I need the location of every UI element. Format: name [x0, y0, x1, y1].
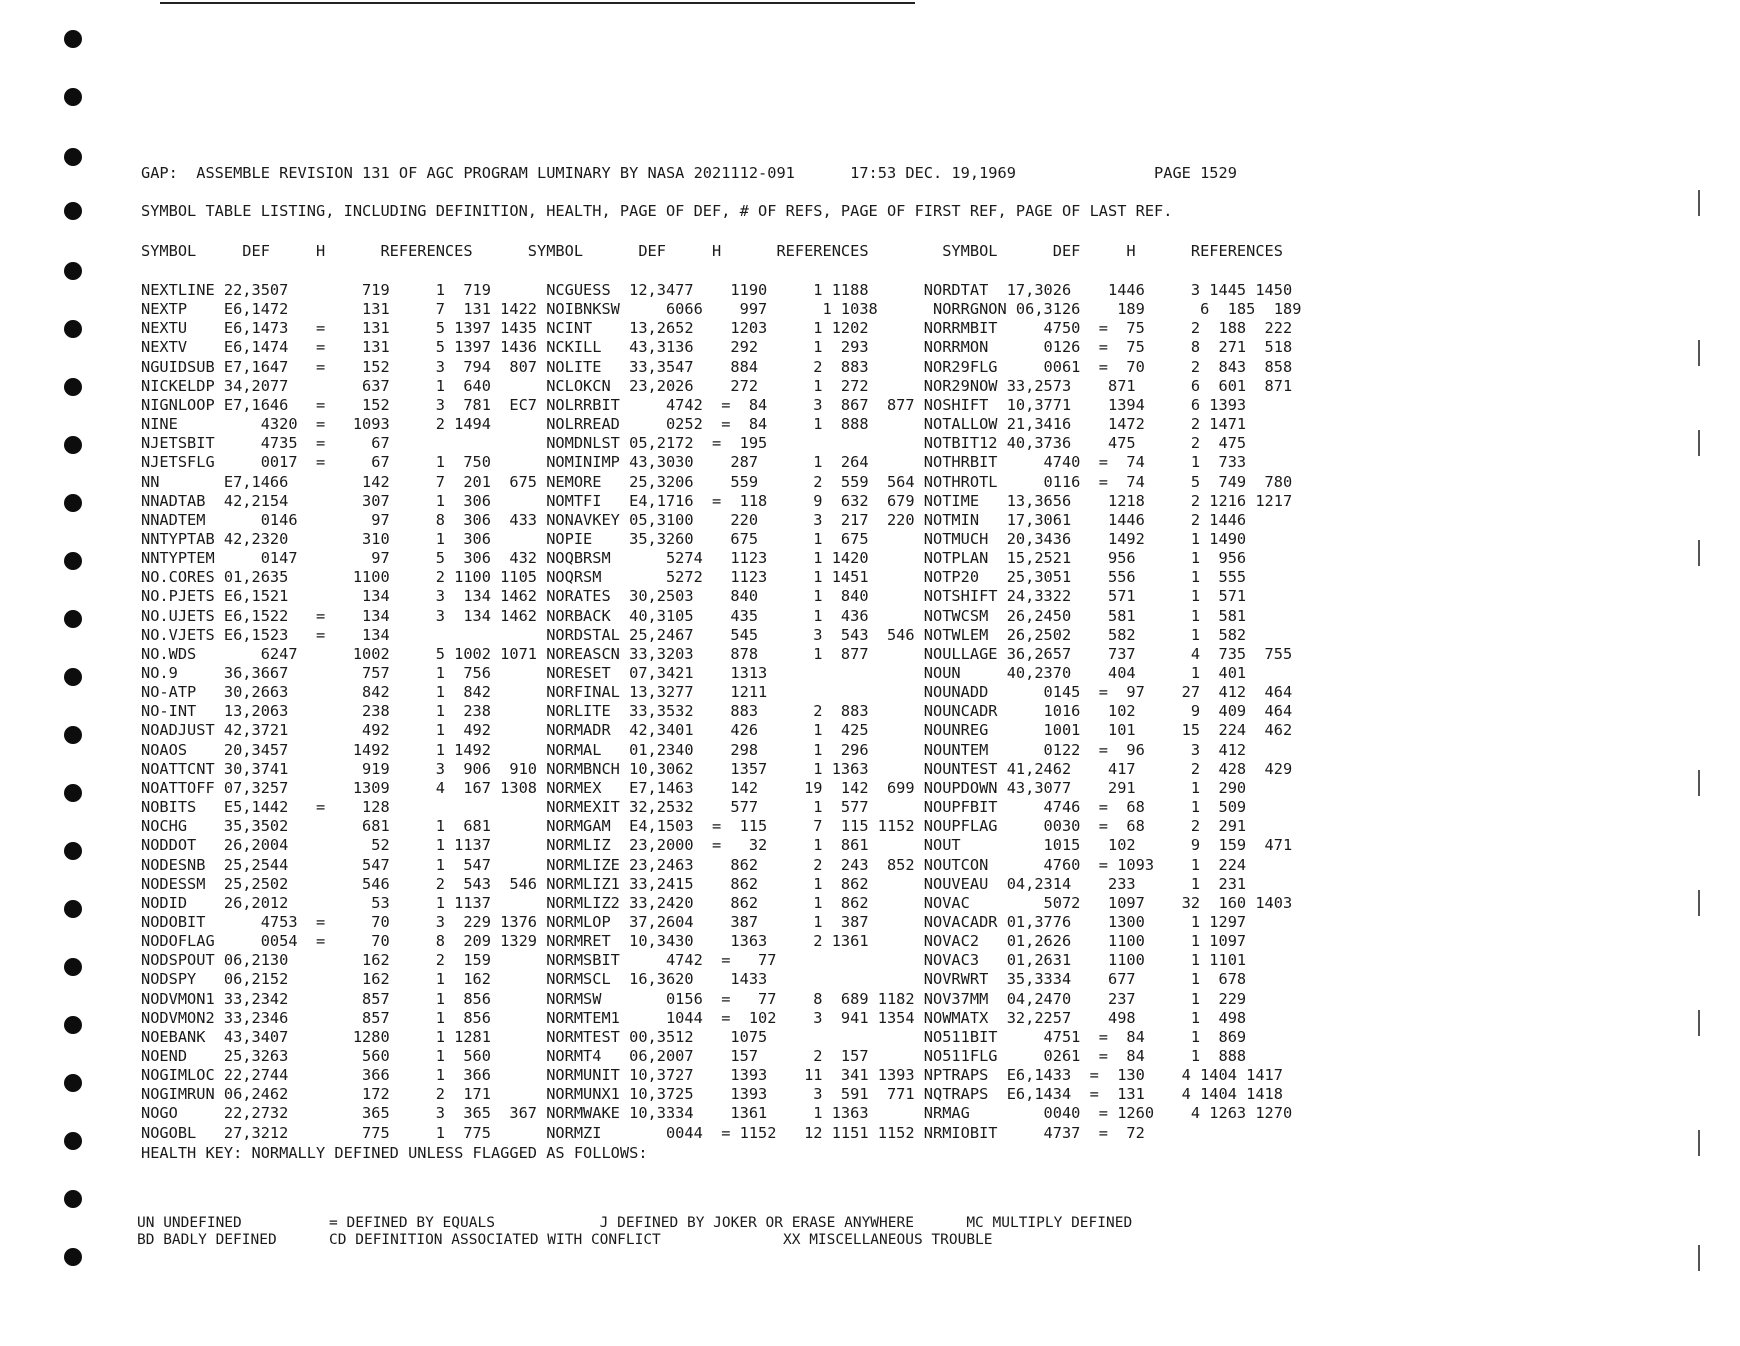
table-row: NO-ATP 30,2663 842 1 842 NORFINAL 13,3277 1211 NOUNADD 0145 = 97 27 412 464 [141, 683, 1293, 702]
table-row: NOBITS E5,1442 = 128 NORMEXIT 32,2532 577 1 577 NOUPFBIT 4746 = 68 1 509 [141, 798, 1247, 817]
punch-hole [64, 494, 82, 512]
scan-mark [1688, 1010, 1700, 1036]
table-row: NOGO 22,2732 365 3 365 367 NORMWAKE 10,3334 1361 1 1363 NRMAG 0040 = 1260 4 1263 1270 [141, 1104, 1293, 1123]
punch-hole [64, 88, 82, 106]
table-row: NODDOT 26,2004 52 1 1137 NORMLIZ 23,2000 = 32 1 861 NOUT 1015 102 9 159 471 [141, 836, 1293, 855]
punch-hole [64, 784, 82, 802]
table-row: NO.VJETS E6,1523 = 134 NORDSTAL 25,2467 545 3 543 546 NOTWLEM 26,2502 582 1 582 [141, 625, 1247, 644]
table-row: NOGIMLOC 22,2744 366 1 366 NORMUNIT 10,3727 1393 11 341 1393 NPTRAPS E6,1433 = 130 4 1404 1417 [141, 1066, 1283, 1085]
scan-mark [1688, 1130, 1700, 1156]
table-row: NIGNLOOP E7,1646 = 152 3 781 EC7 NOLRRBIT 4742 = 84 3 867 877 NOSHIFT 10,3771 1394 6 1393 [141, 395, 1247, 414]
punch-hole [64, 610, 82, 628]
punch-hole [64, 202, 82, 220]
table-row: NN E7,1466 142 7 201 675 NEMORE 25,3206 559 2 559 564 NOTHROTL 0116 = 74 5 749 780 [141, 472, 1293, 491]
table-row: NODSPY 06,2152 162 1 162 NORMSCL 16,3620 1433 NOVRWRT 35,3334 677 1 678 [141, 970, 1247, 989]
punch-hole [64, 1190, 82, 1208]
listing-subtitle: SYMBOL TABLE LISTING, INCLUDING DEFINITION, HEALTH, PAGE OF DEF, # OF REFS, PAGE OF FIRST REF, PAGE OF LAST REF. [141, 202, 1173, 220]
health-key-line: BD BADLY DEFINED CD DEFINITION ASSOCIATED WITH CONFLICT XX MISCELLANEOUS TROUBLE [137, 1232, 993, 1248]
table-row: NOEND 25,3263 560 1 560 NORMT4 06,2007 157 2 157 NO511FLG 0261 = 84 1 888 [141, 1047, 1247, 1065]
punch-hole [64, 900, 82, 918]
table-row: NO.CORES 01,2635 1100 2 1100 1105 NOQRSM 5272 1123 1 1451 NOTP20 25,3051 556 1 555 [141, 568, 1247, 587]
punch-hole [64, 148, 82, 166]
health-key-title: HEALTH KEY: NORMALLY DEFINED UNLESS FLAGGED AS FOLLOWS: [141, 1144, 648, 1162]
scan-mark [1688, 190, 1700, 216]
punch-hole [64, 1016, 82, 1034]
table-row: NOATTOFF 07,3257 1309 4 167 1308 NORMEX E7,1463 142 19 142 699 NOUPDOWN 43,3077 291 1 290 [141, 778, 1247, 797]
table-row: NODVMON1 33,2342 857 1 856 NORMSW 0156 = 77 8 689 1182 NOV37MM 04,2470 237 1 229 [141, 989, 1247, 1008]
scan-mark [1688, 890, 1700, 916]
punch-hole [64, 378, 82, 396]
table-row: NODSPOUT 06,2130 162 2 159 NORMSBIT 4742 = 77 NOVAC3 01,2631 1100 1 1101 [141, 951, 1247, 970]
table-row: NO.UJETS E6,1522 = 134 3 134 1462 NORBACK 40,3105 435 1 436 NOTWCSM 26,2450 581 1 581 [141, 606, 1247, 625]
table-row: NODESNB 25,2544 547 1 547 NORMLIZE 23,2463 862 2 243 852 NOUTCON 4760 = 1093 1 224 [141, 855, 1247, 874]
page-header: GAP: ASSEMBLE REVISION 131 OF AGC PROGRAM LUMINARY BY NASA 2021112-091 17:53 DEC. 19,1969 PAGE 1529 [141, 164, 1237, 182]
punch-hole [64, 320, 82, 338]
scan-mark [1688, 770, 1700, 796]
table-row: NNTYPTAB 42,2320 310 1 306 NOPIE 35,3260 675 1 675 NOTMUCH 20,3436 1492 1 1490 [141, 529, 1247, 548]
table-row: NNADTEM 0146 97 8 306 433 NONAVKEY 05,3100 220 3 217 220 NOTMIN 17,3061 1446 2 1446 [141, 510, 1247, 529]
punch-hole [64, 552, 82, 570]
punch-hole [64, 668, 82, 686]
top-rule [160, 2, 915, 4]
table-row: NODOBIT 4753 = 70 3 229 1376 NORMLOP 37,2604 387 1 387 NOVACADR 01,3776 1300 1 1297 [141, 912, 1247, 931]
health-key-line: UN UNDEFINED = DEFINED BY EQUALS J DEFINED BY JOKER OR ERASE ANYWHERE MC MULTIPLY DEFINED [137, 1215, 1133, 1231]
punch-hole [64, 726, 82, 744]
table-row: NGUIDSUB E7,1647 = 152 3 794 807 NOLITE 33,3547 884 2 883 NOR29FLG 0061 = 70 2 843 858 [141, 357, 1293, 376]
table-row: NNADTAB 42,2154 307 1 306 NOMTFI E4,1716 = 118 9 632 679 NOTIME 13,3656 1218 2 1216 1217 [141, 491, 1293, 510]
table-row: NO-INT 13,2063 238 1 238 NORLITE 33,3532 883 2 883 NOUNCADR 1016 102 9 409 464 [141, 702, 1293, 721]
table-row: NOGIMRUN 06,2462 172 2 171 NORMUNX1 10,3725 1393 3 591 771 NQTRAPS E6,1434 = 131 4 1404 1418 [141, 1085, 1283, 1104]
table-row: NEXTLINE 22,3507 719 1 719 NCGUESS 12,3477 1190 1 1188 NORDTAT 17,3026 1446 3 1445 1450 [141, 281, 1293, 299]
punch-hole [64, 958, 82, 976]
punch-hole [64, 842, 82, 860]
table-row: NODOFLAG 0054 = 70 8 209 1329 NORMRET 10,3430 1363 2 1361 NOVAC2 01,2626 1100 1 1097 [141, 932, 1247, 951]
table-row: NJETSBIT 4735 = 67 NOMDNLST 05,2172 = 195 NOTBIT12 40,3736 475 2 475 [141, 434, 1247, 453]
punch-hole [64, 30, 82, 48]
table-row: NOAOS 20,3457 1492 1 1492 NORMAL 01,2340 298 1 296 NOUNTEM 0122 = 96 3 412 [141, 740, 1247, 759]
punch-hole [64, 1248, 82, 1266]
table-row: NOCHG 35,3502 681 1 681 NORMGAM E4,1503 = 115 7 115 1152 NOUPFLAG 0030 = 68 2 291 [141, 817, 1247, 836]
punch-hole [64, 436, 82, 454]
table-row: NJETSFLG 0017 = 67 1 750 NOMINIMP 43,3030 287 1 264 NOTHRBIT 4740 = 74 1 733 [141, 453, 1247, 472]
table-row: NODVMON2 33,2346 857 1 856 NORMTEM1 1044 = 102 3 941 1354 NOWMATX 32,2257 498 1 498 [141, 1008, 1247, 1027]
table-row: NINE 4320 = 1093 2 1494 NOLRREAD 0252 = 84 1 888 NOTALLOW 21,3416 1472 2 1471 [141, 415, 1247, 434]
scan-mark [1688, 430, 1700, 456]
punch-hole [64, 1074, 82, 1092]
column-header: SYMBOL DEF H REFERENCES SYMBOL DEF H REFERENCES SYMBOL DEF H REFERENCES [141, 242, 1283, 260]
table-row: NO.9 36,3667 757 1 756 NORESET 07,3421 1313 NOUN 40,2370 404 1 401 [141, 664, 1247, 682]
table-row: NOEBANK 43,3407 1280 1 1281 NORMTEST 00,3512 1075 NO511BIT 4751 = 84 1 869 [141, 1027, 1247, 1046]
table-row: NEXTU E6,1473 = 131 5 1397 1435 NCINT 13,2652 1203 1 1202 NORRMBIT 4750 = 75 2 188 222 [141, 319, 1293, 338]
table-row: NO.WDS 6247 1002 5 1002 1071 NOREASCN 33,3203 878 1 877 NOULLAGE 36,2657 737 4 735 755 [141, 644, 1293, 663]
table-row: NEXTP E6,1472 131 7 131 1422 NOIBNKSW 6066 997 1 1038 NORRGNON 06,3126 189 6 185 189 [141, 300, 1302, 319]
table-row: NNTYPTEM 0147 97 5 306 432 NOQBRSM 5274 1123 1 1420 NOTPLAN 15,2521 956 1 956 [141, 549, 1247, 568]
table-row: NEXTV E6,1474 = 131 5 1397 1436 NCKILL 43,3136 292 1 293 NORRMON 0126 = 75 8 271 518 [141, 338, 1293, 357]
table-row: NICKELDP 34,2077 637 1 640 NCLOKCN 23,2026 272 1 272 NOR29NOW 33,2573 871 6 601 871 [141, 376, 1293, 395]
table-row: NOGOBL 27,3212 775 1 775 NORMZI 0044 = 1152 12 1151 1152 NRMIOBIT 4737 = 72 [141, 1123, 1145, 1142]
scan-mark [1688, 340, 1700, 366]
table-row: NODESSM 25,2502 546 2 543 546 NORMLIZ1 33,2415 862 1 862 NOUVEAU 04,2314 233 1 231 [141, 874, 1247, 893]
table-row: NOADJUST 42,3721 492 1 492 NORMADR 42,3401 426 1 425 NOUNREG 1001 101 15 224 462 [141, 721, 1293, 740]
punch-hole [64, 262, 82, 280]
table-row: NOATTCNT 30,3741 919 3 906 910 NORMBNCH 10,3062 1357 1 1363 NOUNTEST 41,2462 417 2 428 429 [141, 759, 1293, 778]
punch-hole [64, 1132, 82, 1150]
table-row: NO.PJETS E6,1521 134 3 134 1462 NORATES 30,2503 840 1 840 NOTSHIFT 24,3322 571 1 571 [141, 587, 1247, 606]
scan-mark [1688, 540, 1700, 566]
table-row: NODID 26,2012 53 1 1137 NORMLIZ2 33,2420 862 1 862 NOVAC 5072 1097 32 160 1403 [141, 893, 1293, 912]
scan-mark [1688, 1245, 1700, 1271]
